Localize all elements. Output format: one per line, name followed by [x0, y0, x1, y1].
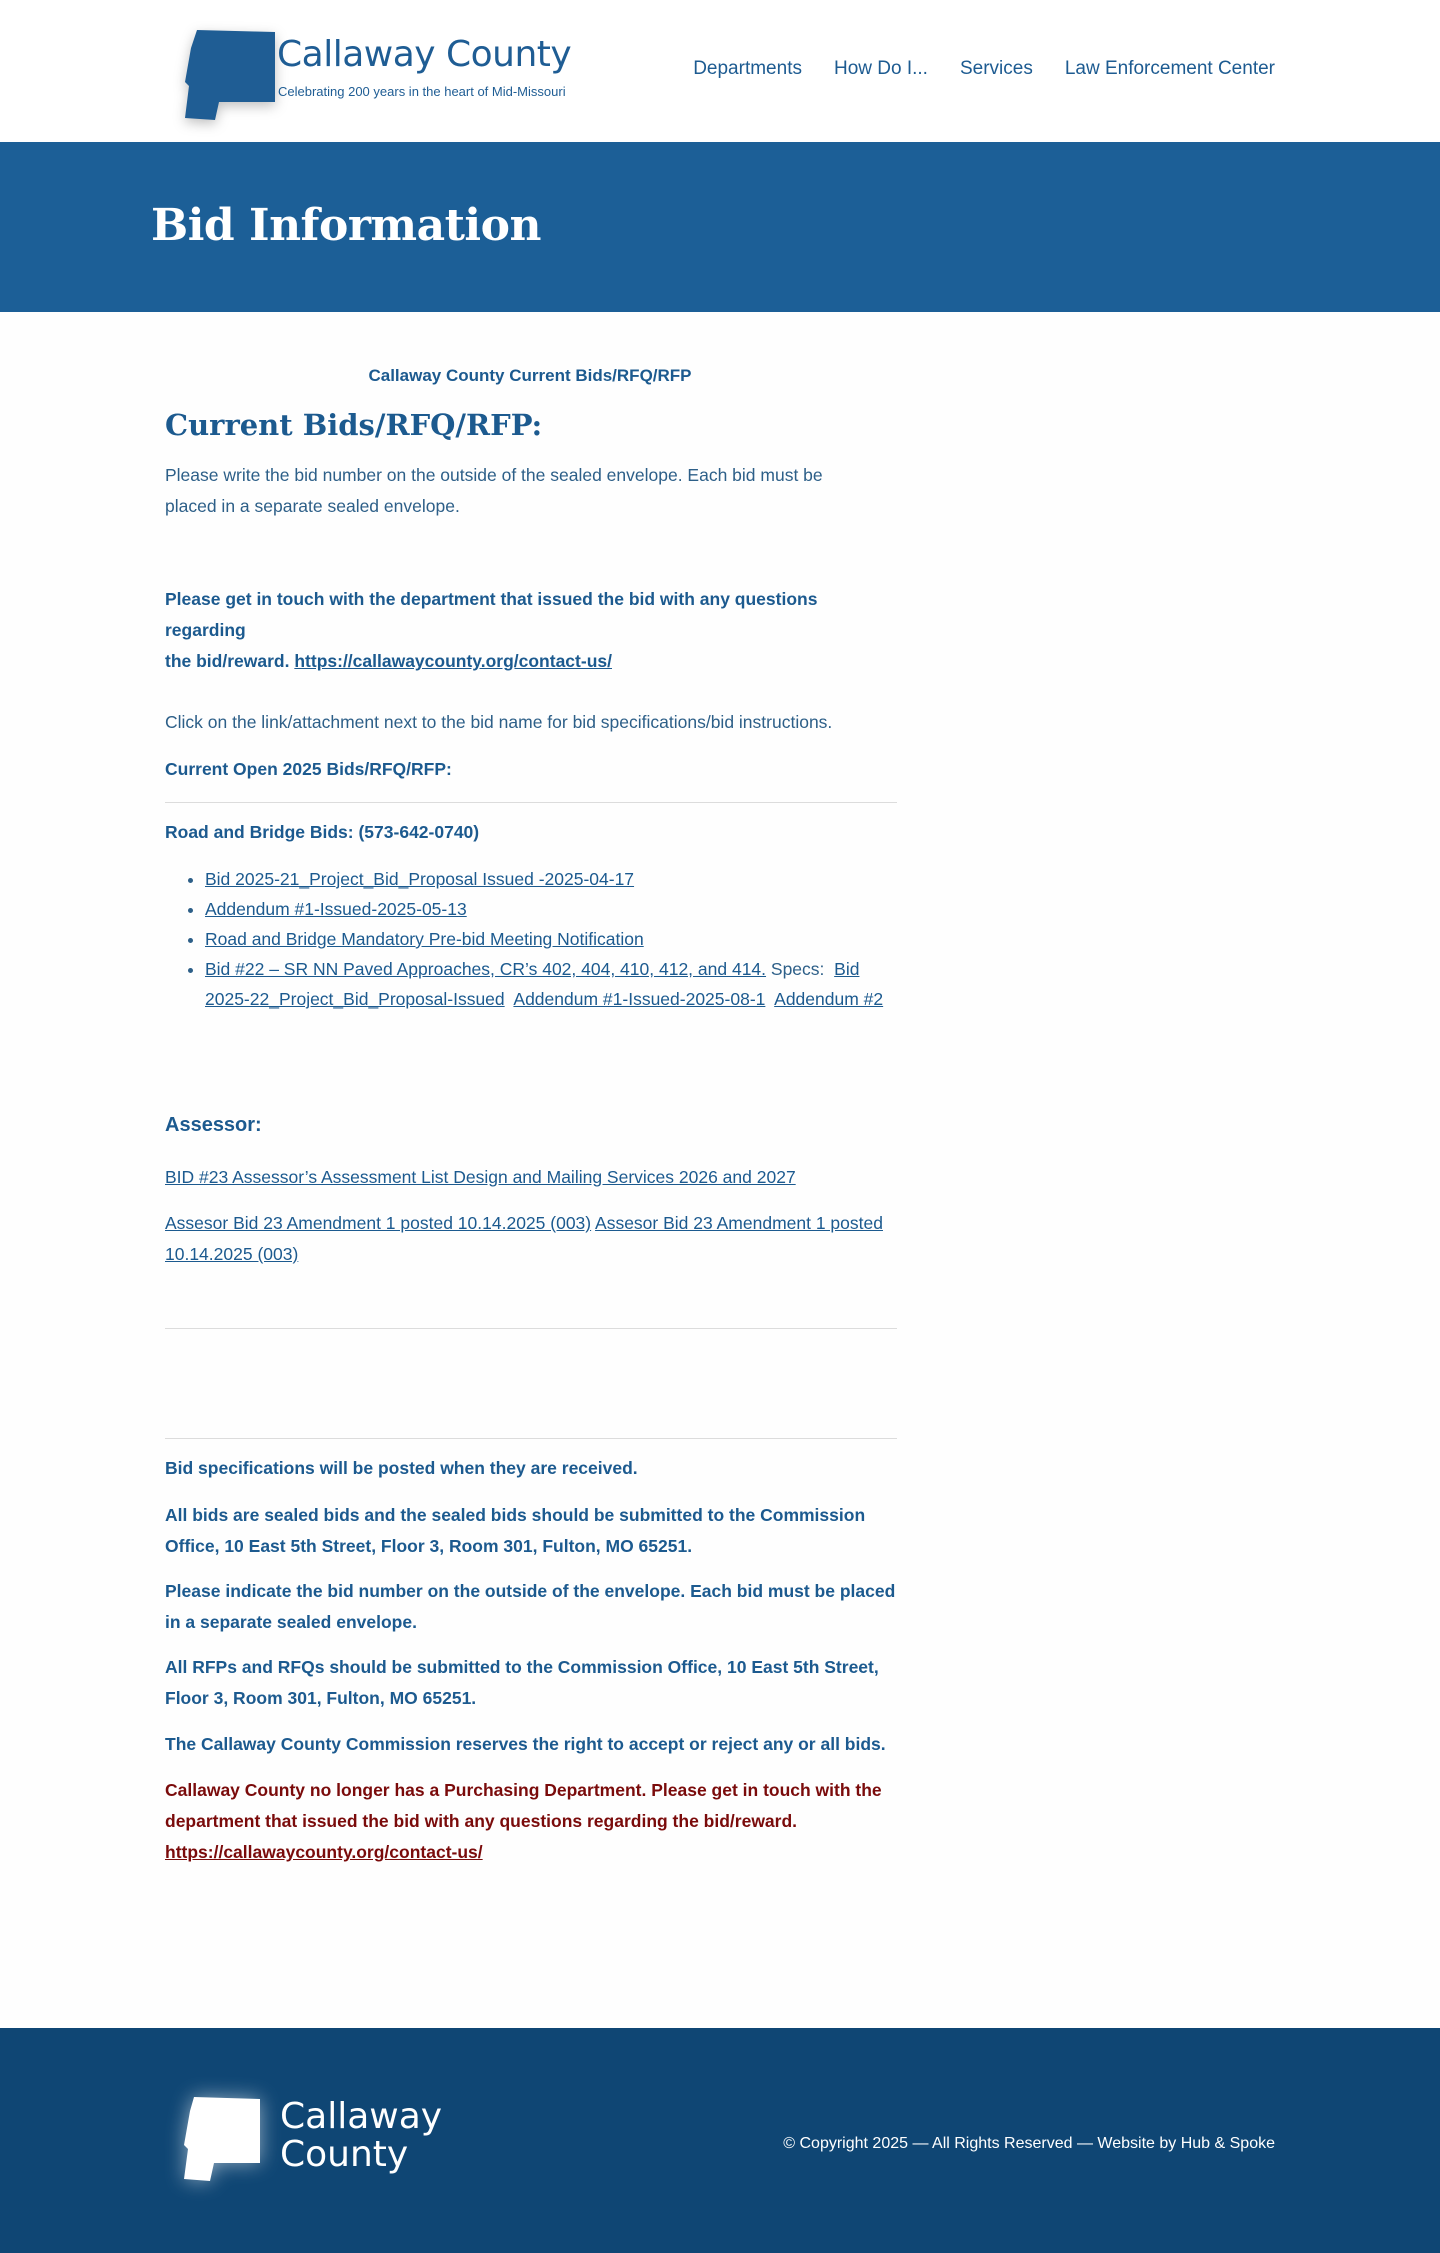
list-item — [205, 894, 895, 924]
page-banner — [0, 142, 1440, 312]
divider — [165, 1328, 897, 1329]
assessor-bid-paragraph — [165, 1162, 897, 1193]
purchasing-notice — [165, 1775, 897, 1868]
contact-line-2 — [165, 646, 897, 677]
note-specifications: Bid specifications will be posted when they are received. — [165, 1458, 638, 1478]
purchasing-notice-line-1: Callaway County no longer has a Purchasing Department. Please get in touch with the — [165, 1780, 882, 1800]
divider — [165, 1438, 897, 1439]
footer-logo-line-2: County — [280, 2134, 409, 2175]
site-header — [0, 0, 1440, 142]
county-map-icon — [180, 2093, 262, 2185]
intro-paragraph — [165, 460, 897, 522]
note-sealed-bids-line-1: All bids are sealed bids and the sealed bids should be submitted to the Commission — [165, 1505, 866, 1525]
section-title: Current Bids/RFQ/RFP: — [165, 408, 543, 442]
purchasing-notice-line-2: department that issued the bid with any questions regarding the bid/reward. — [165, 1811, 798, 1831]
open-bids-heading: Current Open 2025 Bids/RFQ/RFP: — [165, 759, 452, 779]
main-navigation — [693, 58, 1275, 80]
list-item — [205, 954, 895, 1014]
bid-22-addendum-2-link[interactable]: Addendum #2 — [774, 989, 884, 1009]
note-sealed-bids — [165, 1500, 897, 1562]
note-bid-number — [165, 1576, 897, 1638]
bid-22-addendum-1-link[interactable]: Addendum #1-Issued-2025-08-1 — [513, 989, 766, 1009]
logo-tagline: Celebrating 200 years in the heart of Mid-Missouri — [278, 84, 566, 99]
note-commission-rights: The Callaway County Commission reserves the right to accept or reject any or all bids. — [165, 1734, 886, 1754]
note-rfp-rfq-line-2: Floor 3, Room 301, Fulton, MO 65251. — [165, 1688, 477, 1708]
content-subhead: Callaway County Current Bids/RFQ/RFP — [368, 366, 692, 385]
note-sealed-bids-line-2: Office, 10 East 5th Street, Floor 3, Room 301, Fulton, MO 65251. — [165, 1536, 693, 1556]
assessor-bid-23-link[interactable]: BID #23 Assessor’s Assessment List Design and Mailing Services 2026 and 2027 — [165, 1167, 796, 1187]
click-info-text: Click on the link/attachment next to the bid name for bid specifications/bid instructions. — [165, 712, 833, 732]
assessor-amendment-link-1[interactable]: Assesor Bid 23 Amendment 1 posted 10.14.2025 (003) — [165, 1213, 592, 1233]
copyright-text: © Copyright 2025 — All Rights Reserved — Website by Hub & Spoke — [783, 2135, 1275, 2152]
footer-logo-text — [280, 2098, 442, 2174]
assessor-heading: Assessor: — [165, 1114, 262, 1136]
footer-logo-link[interactable] — [170, 2083, 500, 2198]
note-rfp-rfq-line-1: All RFPs and RFQs should be submitted to the Commission Office, 10 East 5th Street, — [165, 1657, 879, 1677]
addendum-1-link[interactable]: Addendum #1-Issued-2025-05-13 — [205, 899, 467, 919]
county-map-icon — [179, 28, 279, 124]
bid-22-link[interactable]: Bid #22 – SR NN Paved Approaches, CR’s 402, 404, 410, 412, and 414. — [205, 959, 767, 979]
list-item — [205, 924, 895, 954]
intro-line-2: placed in a separate sealed envelope. — [165, 496, 460, 516]
contact-line-1: Please get in touch with the department that issued the bid with any questions regarding — [165, 589, 818, 640]
page-title: Bid Information — [151, 200, 541, 251]
purchasing-contact-link[interactable]: https://callawaycounty.org/contact-us/ — [165, 1842, 483, 1862]
purchasing-notice-line-3 — [165, 1837, 897, 1868]
list-item — [205, 864, 895, 894]
bid-2025-22-proposal-link[interactable]: Bid 2025-22_Project_Bid_Proposal-Issued — [205, 959, 860, 1009]
nav-services[interactable]: Services — [959, 58, 1033, 79]
nav-law-enforcement-center[interactable]: Law Enforcement Center — [1064, 58, 1275, 79]
site-logo-link[interactable] — [165, 14, 595, 124]
assessor-amendments-paragraph — [165, 1208, 897, 1270]
prebid-meeting-link[interactable]: Road and Bridge Mandatory Pre-bid Meeting Notification — [205, 929, 644, 949]
assessor-amendment-link-2[interactable]: Assesor Bid 23 Amendment 1 posted 10.14.2025 (003) — [165, 1213, 883, 1264]
logo-title: Callaway County — [277, 34, 572, 75]
nav-departments[interactable]: Departments — [693, 58, 802, 79]
note-bid-number-line-1: Please indicate the bid number on the outside of the envelope. Each bid must be placed — [165, 1581, 896, 1601]
road-bridge-bid-list — [205, 864, 895, 1014]
contact-paragraph — [165, 584, 897, 677]
intro-line-1: Please write the bid number on the outside of the sealed envelope. Each bid must be — [165, 465, 823, 485]
site-footer — [0, 2028, 1440, 2253]
specs-label: Specs: — [770, 959, 825, 979]
footer-logo-line-1: Callaway — [280, 2096, 443, 2137]
note-rfp-rfq — [165, 1652, 897, 1714]
divider — [165, 802, 897, 803]
road-bridge-heading: Road and Bridge Bids: (573-642-0740) — [165, 822, 480, 842]
contact-us-link[interactable]: https://callawaycounty.org/contact-us/ — [294, 651, 612, 671]
note-bid-number-line-2: in a separate sealed envelope. — [165, 1612, 417, 1632]
bid-2025-21-link[interactable]: Bid 2025-21_Project_Bid_Proposal Issued -2025-04-17 — [205, 869, 635, 889]
contact-line-2-text: the bid/reward. — [165, 651, 290, 671]
main-content — [0, 312, 1440, 2028]
nav-how-do-i[interactable]: How Do I... — [833, 58, 928, 79]
